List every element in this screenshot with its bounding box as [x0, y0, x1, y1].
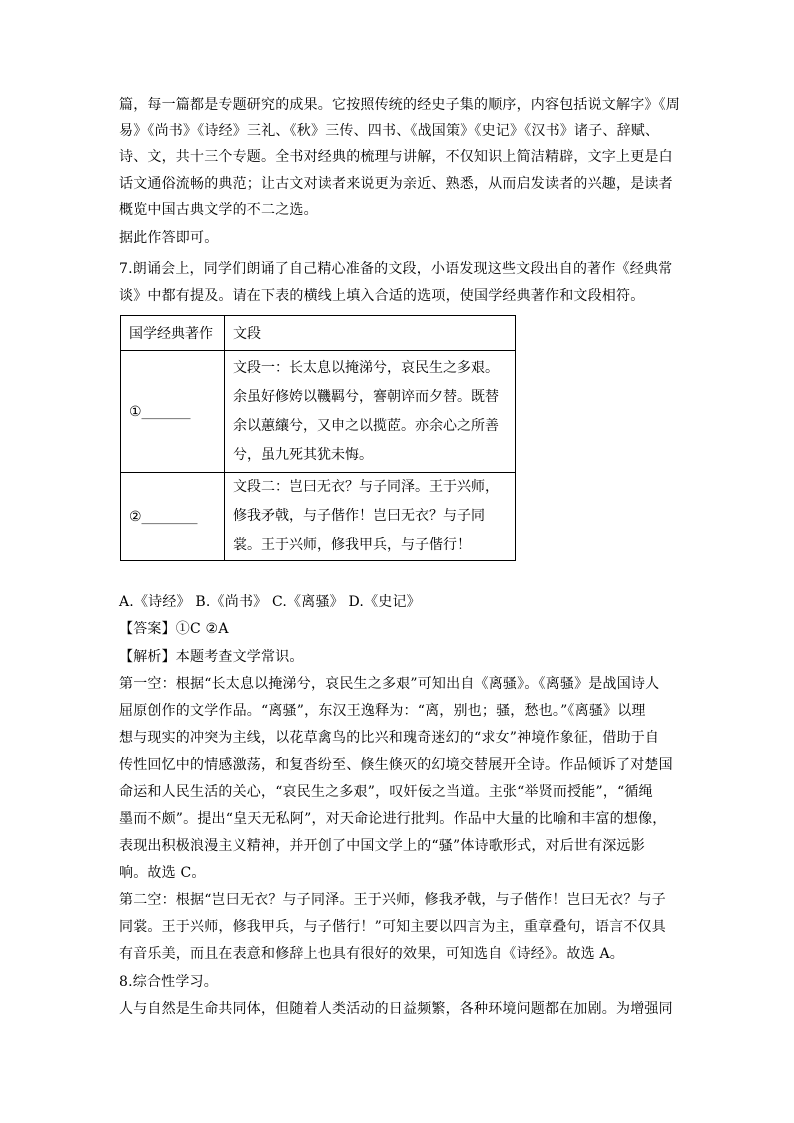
question-7-stem: 7.朗诵会上，同学们朗诵了自己精心准备的文段，小语发现这些文段出自的著作《经典常 [119, 261, 673, 277]
answer-blank-1: ①_______ [121, 351, 225, 473]
analysis-line: 传性回忆中的情感激荡，和复沓纷至、倏生倏灭的幻境交替展开全诗。作品倾诉了对楚国 [119, 757, 673, 773]
analysis-line: 响。故选 C。 [119, 865, 206, 881]
analysis-line: 第二空：根据“岂曰无衣？与子同泽。王于兴师，修我矛戟，与子偕作！岂曰无衣？与子 [119, 892, 666, 908]
analysis-line: 想与现实的冲突为主线，以花草禽鸟的比兴和瑰奇迷幻的“求女”神境作象征，借助于自 [119, 730, 660, 746]
intro-line: 据此作答即可。 [119, 230, 219, 246]
table-row [121, 351, 516, 473]
table-header-row [121, 316, 516, 351]
answer-blank-2: ②________ [121, 473, 225, 561]
question-8-title: 8.综合性学习。 [119, 974, 218, 990]
analysis-line: 有音乐美，而且在表意和修辞上也具有很好的效果，可知选自《诗经》。故选 A。 [119, 946, 624, 962]
intro-line: 易》《尚书》《诗经》三礼、《秋》三传、四书、《战国策》《史记》《汉书》诸子、辞赋、 [119, 123, 660, 139]
intro-line: 话文通俗流畅的典范；让古文对读者来说更为亲近、熟悉，从而启发读者的兴趣，是读者 [119, 176, 673, 192]
passage-line: 余以蕙纕兮，又申之以揽茝。亦余心之所善 [233, 417, 499, 434]
question-7-answer: 【答案】①C ②A [119, 621, 229, 637]
analysis-line: 屈原创作的文学作品。“离骚”，东汉王逸释为：“离，别也；骚，愁也。”《离骚》以理 [119, 703, 646, 719]
passage-line: 余虽好修姱以鞿羁兮，謇朝谇而夕替。既替 [233, 388, 499, 405]
intro-line: 诗、文，共十三个专题。全书对经典的梳理与讲解，不仅知识上简洁精辟，文字上更是白 [119, 149, 673, 165]
analysis-line: 表现出积极浪漫主义精神，并开创了中国文学上的“骚”体诗歌形式，对后世有深远影 [119, 838, 645, 854]
passage-1-cell [225, 351, 516, 473]
question-7-table [120, 315, 516, 561]
passage-2-cell [225, 473, 516, 561]
question-8-text: 人与自然是生命共同体，但随着人类活动的日益频繁，各种环境问题都在加剧。为增强同 [119, 1001, 673, 1017]
intro-line: 篇，每一篇都是专题研究的成果。它按照传统的经史子集的顺序，内容包括说文解字》《周 [119, 97, 680, 113]
question-7-options: A.《诗经》 B.《尚书》 C.《离骚》 D.《史记》 [119, 594, 421, 610]
table-header-work: 国学经典著作 [121, 316, 225, 351]
passage-line: 文段一：长太息以掩涕兮，哀民生之多艰。 [233, 359, 499, 376]
analysis-line: 命运和人民生活的关心，“哀民生之多艰”，叹奸佞之当道。主张“举贤而授能”，“循绳 [119, 784, 653, 800]
analysis-line: 墨而不颇”。提出“皇天无私阿”，对天命论进行批判。作品中大量的比喻和丰富的想像， [119, 811, 667, 827]
analysis-line: 同裳。王于兴师，修我甲兵，与子偕行！”可知主要以四言为主，重章叠句，语言不仅具 [119, 919, 666, 935]
intro-line: 概览中国古典文学的不二之选。 [119, 202, 318, 218]
table-header-passage: 文段 [225, 316, 516, 351]
passage-line: 文段二：岂曰无衣？与子同泽。王于兴师， [233, 479, 499, 495]
passage-line: 修我矛戟，与子偕作！岂曰无衣？与子同 [233, 508, 485, 524]
passage-line: 裳。王于兴师，修我甲兵，与子偕行！ [233, 537, 471, 553]
analysis-line: 第一空：根据“长太息以掩涕兮，哀民生之多艰”可知出自《离骚》。《离骚》是战国诗人 [119, 676, 660, 692]
question-7-stem: 谈》中都有提及。请在下表的横线上填入合适的选项，使国学经典著作和文段相符。 [119, 288, 645, 304]
passage-line: 兮，虽九死其犹未悔。 [233, 446, 373, 463]
table-row [121, 473, 516, 561]
analysis-line: 【解析】本题考查文学常识。 [119, 649, 304, 665]
